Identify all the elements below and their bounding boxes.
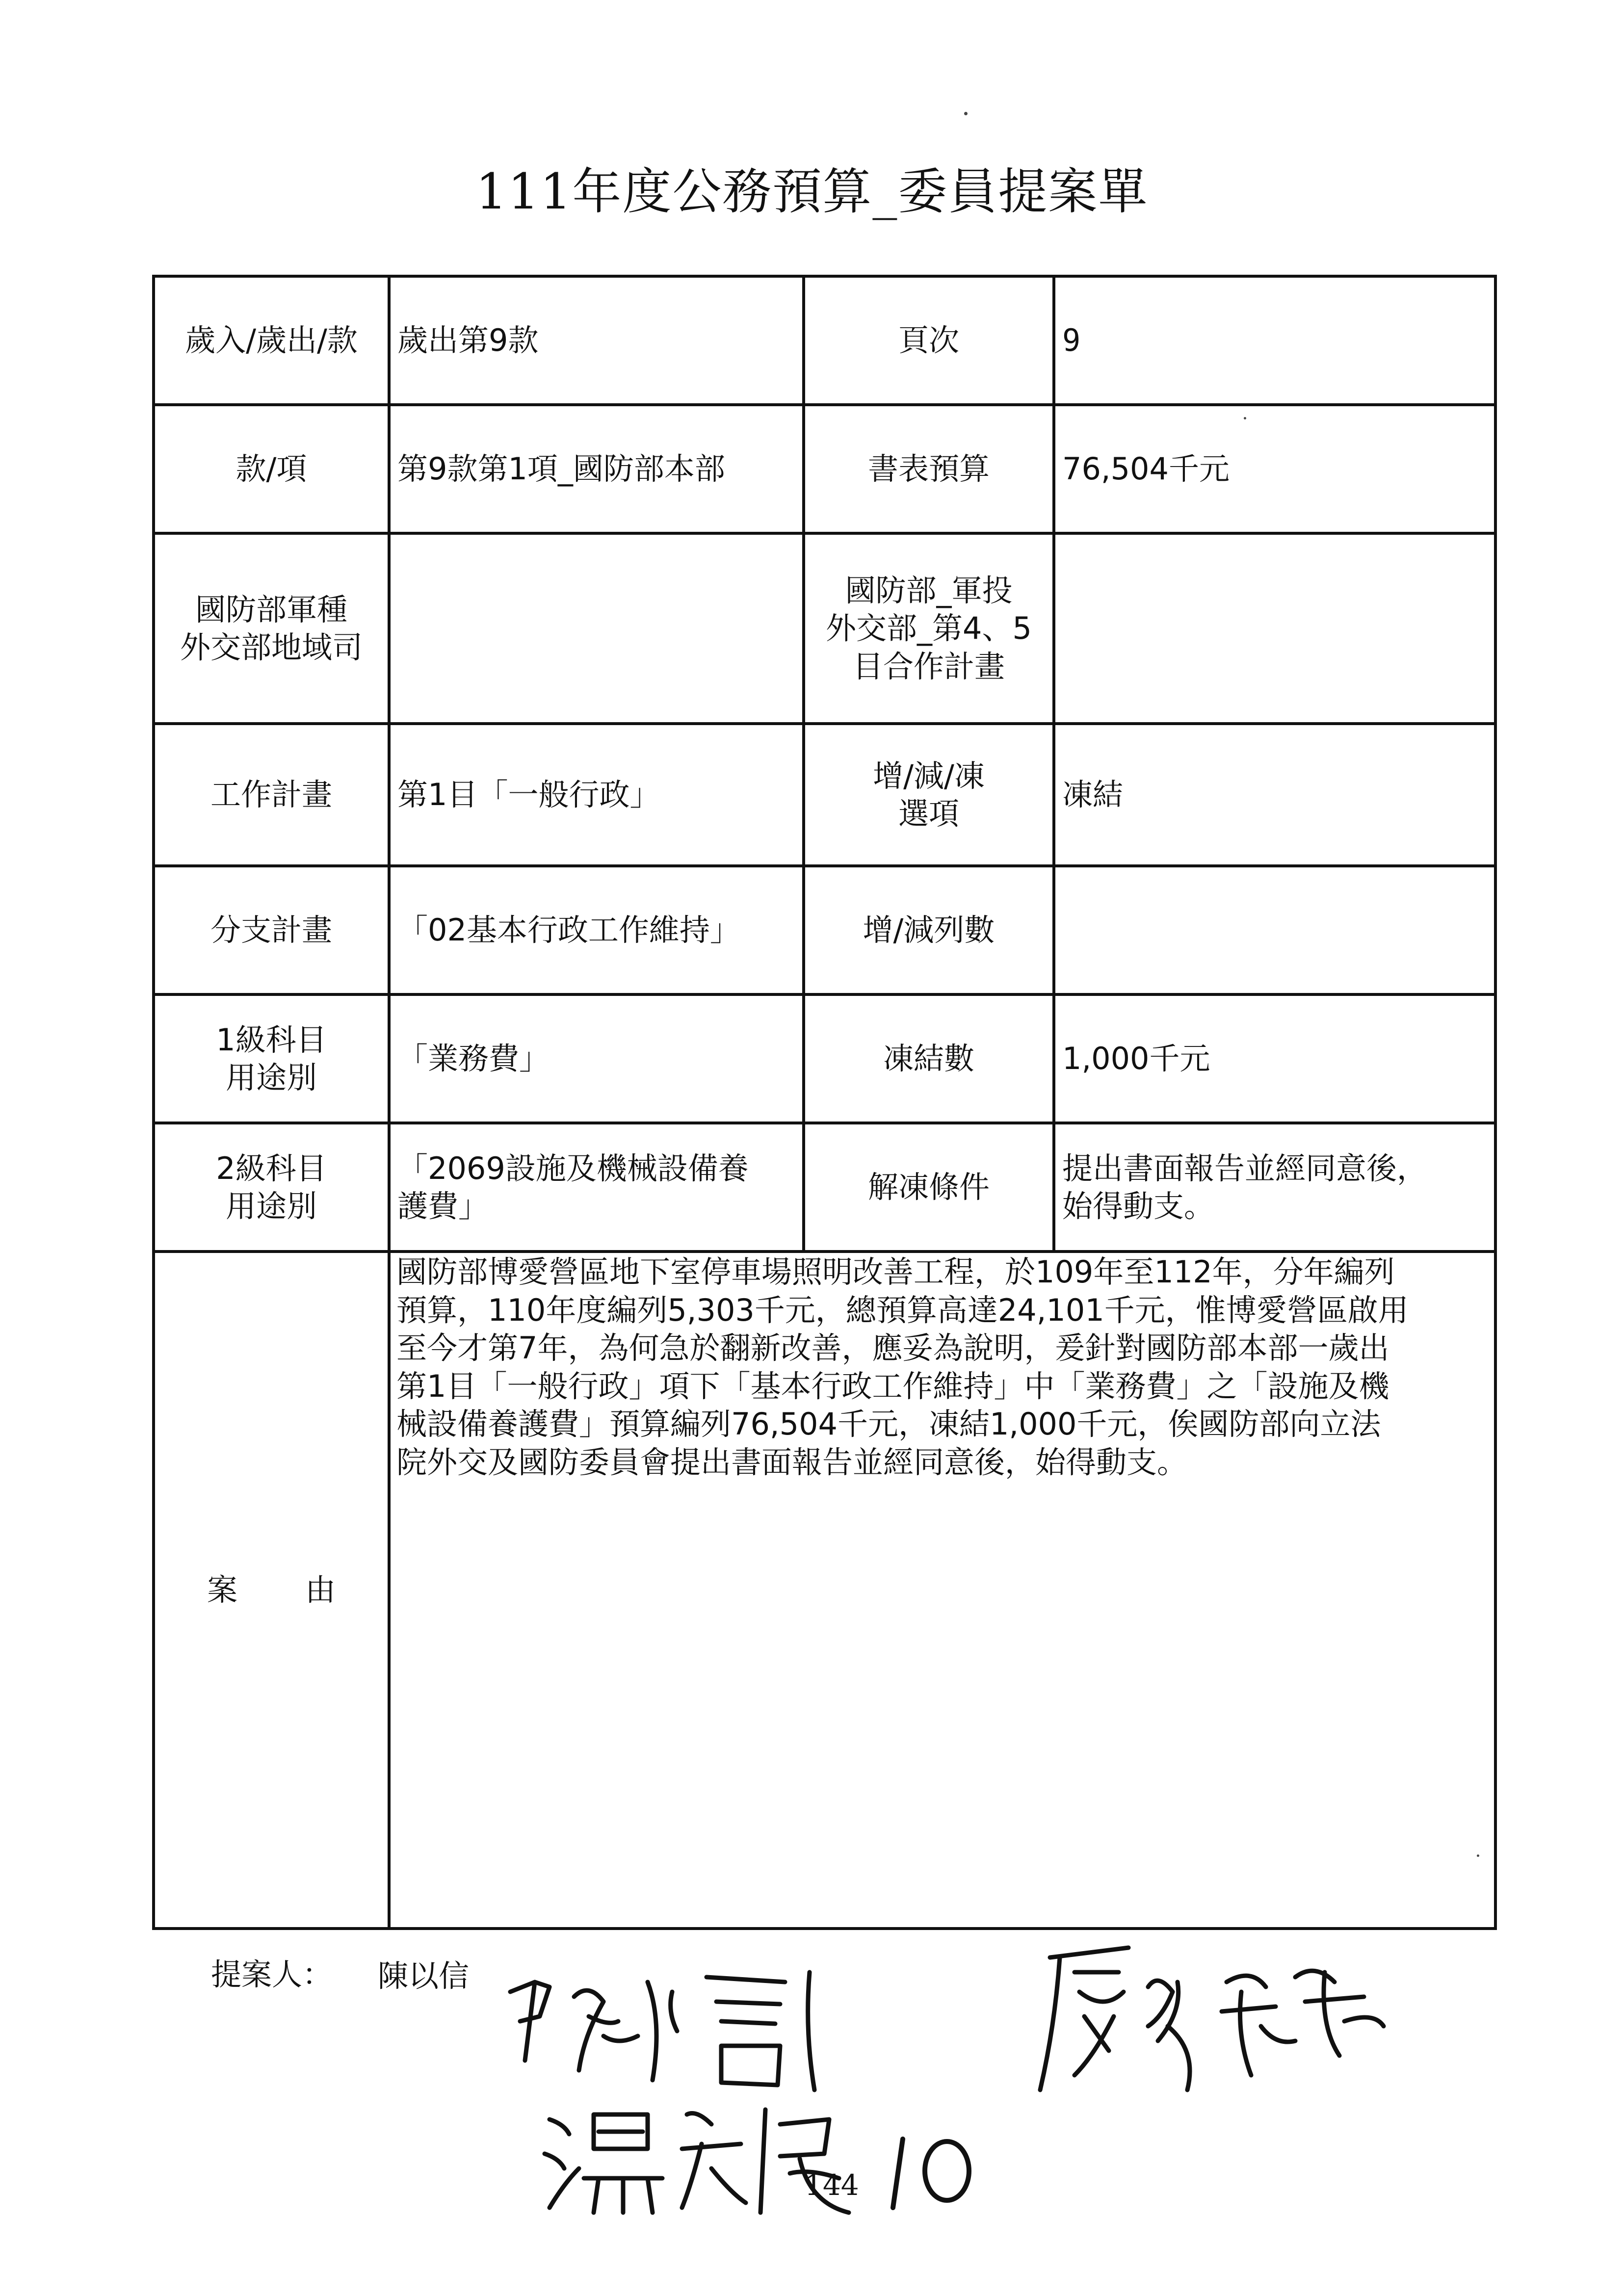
- field-value: 歲出第9款: [389, 276, 804, 405]
- field-label: 凍結數: [804, 994, 1054, 1123]
- reason-line: 第1目「一般行政」項下「基本行政工作維持」中「業務費」之「設施及機: [396, 1368, 1389, 1404]
- reason-label-char: 由: [305, 1572, 336, 1608]
- field-value: 「2069設施及機械設備養 護費」: [389, 1123, 804, 1252]
- field-value: 1,000千元: [1054, 994, 1495, 1123]
- scan-speck: [1244, 417, 1246, 419]
- reason-line: 至今才第7年，為何急於翻新改善，應妥為說明，爰針對國防部本部一歲出: [396, 1330, 1389, 1366]
- handwritten-page-number: [883, 2124, 981, 2213]
- reason-label: [154, 1252, 389, 1929]
- proposer-name: 陳以信: [378, 1958, 470, 1994]
- field-label: 1級科目 用途別: [154, 994, 389, 1123]
- scan-speck: [964, 112, 968, 115]
- proposer-label: 提案人：: [211, 1957, 333, 1992]
- field-label: 國防部軍種 外交部地域司: [154, 533, 389, 724]
- reason-text: [389, 1252, 1495, 1929]
- field-label: 頁次: [804, 276, 1054, 405]
- scan-speck: [1477, 1854, 1479, 1857]
- field-value: 提出書面報告並經同意後， 始得動支。: [1054, 1123, 1495, 1252]
- form-row: [154, 405, 1495, 533]
- form-row: [154, 994, 1495, 1123]
- reason-label-char: 案: [207, 1572, 237, 1608]
- page-number: 144: [805, 2168, 859, 2202]
- field-value: 「02基本行政工作維持」: [389, 866, 804, 994]
- field-value: [1054, 533, 1495, 724]
- proposal-form-table: [152, 275, 1497, 1930]
- reason-row: [154, 1252, 1495, 1929]
- form-title: 111年度公務預算_委員提案單: [475, 163, 1149, 220]
- reason-line: 院外交及國防委員會提出書面報告並經同意後，始得動支。: [396, 1444, 1188, 1480]
- field-label: 2級科目 用途別: [154, 1123, 389, 1252]
- signature-3: [1021, 1928, 1403, 2124]
- field-label: 工作計畫: [154, 724, 389, 866]
- field-label: 解凍條件: [804, 1123, 1054, 1252]
- field-label: 增/減/凍 選項: [804, 724, 1054, 866]
- field-value: [1054, 866, 1495, 994]
- signature-2: [535, 2095, 878, 2222]
- field-label: 增/減列數: [804, 866, 1054, 994]
- field-value: 76,504千元: [1054, 405, 1495, 533]
- field-value: 第1目「一般行政」: [389, 724, 804, 866]
- field-label: 書表預算: [804, 405, 1054, 533]
- form-row: [154, 724, 1495, 866]
- form-row: [154, 276, 1495, 405]
- reason-line: 械設備養護費」預算編列76,504千元，凍結1,000千元，俟國防部向立法: [396, 1406, 1381, 1442]
- field-value: 「業務費」: [389, 994, 804, 1123]
- signature-1: [491, 1962, 864, 2105]
- field-value: 9: [1054, 276, 1495, 405]
- field-label: 歲入/歲出/款: [154, 276, 389, 405]
- field-label: 分支計畫: [154, 866, 389, 994]
- form-row: [154, 533, 1495, 724]
- field-value: 第9款第1項_國防部本部: [389, 405, 804, 533]
- form-row: [154, 1123, 1495, 1252]
- field-value: 凍結: [1054, 724, 1495, 866]
- field-value: [389, 533, 804, 724]
- reason-line: 國防部博愛營區地下室停車場照明改善工程，於109年至112年，分年編列: [396, 1254, 1395, 1290]
- reason-line: 預算，110年度編列5,303千元，總預算高達24,101千元，惟博愛營區啟用: [396, 1292, 1409, 1328]
- form-row: [154, 866, 1495, 994]
- field-label: 款/項: [154, 405, 389, 533]
- field-label: 國防部_軍投 外交部_第4、5 目合作計畫: [804, 533, 1054, 724]
